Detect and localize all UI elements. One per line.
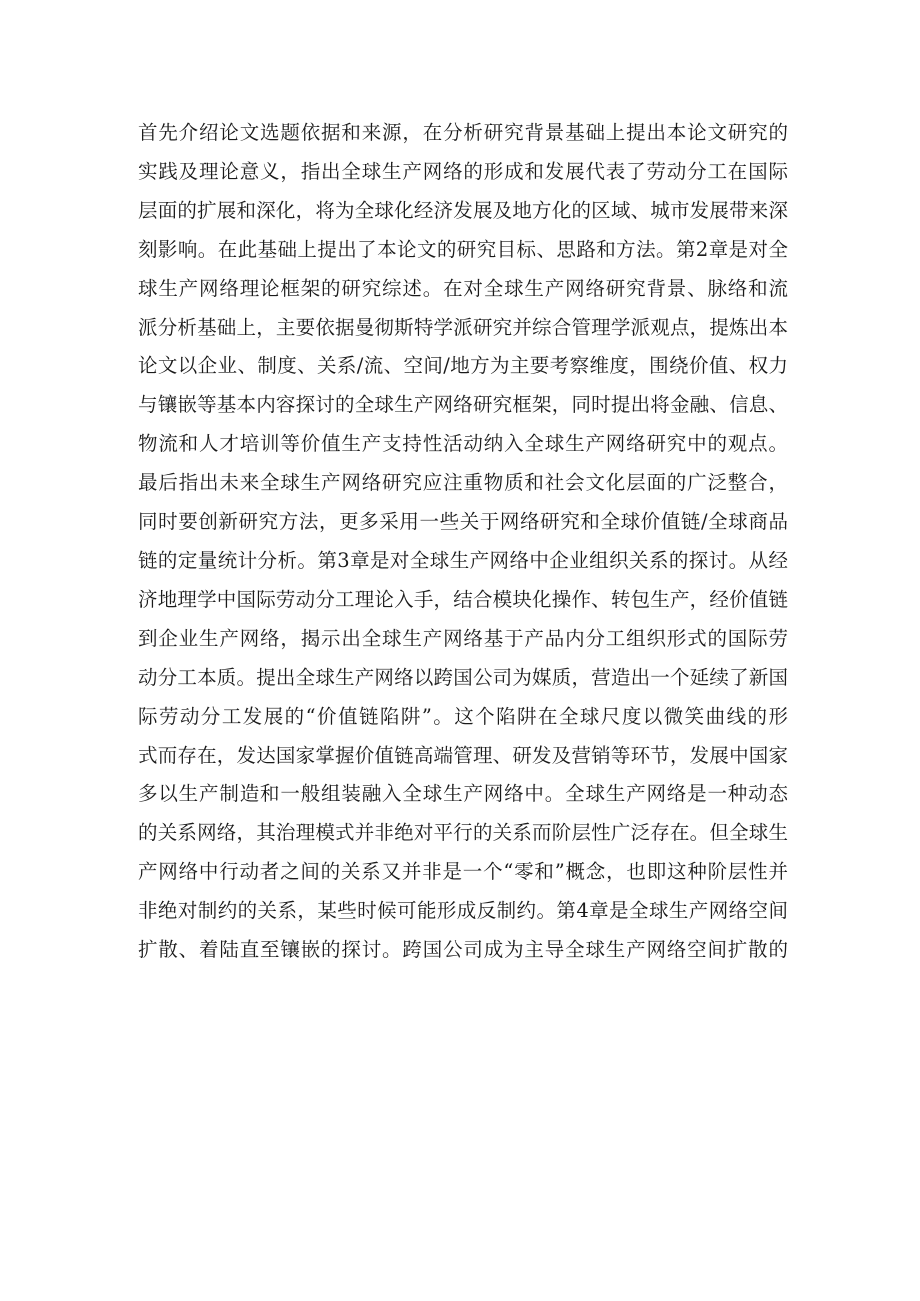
- text-line: 到企业生产网络，揭示出全球生产网络基于产品内分工组织形式的国际劳: [138, 626, 788, 650]
- text-line: 派分析基础上，主要依据曼彻斯特学派研究并综合管理学派观点，提炼出本: [138, 315, 788, 339]
- body-paragraph: [138, 114, 788, 970]
- text-line: 非绝对制约的关系，某些时候可能形成反制约。第4章是全球生产网络空间: [138, 899, 788, 923]
- text-line: 层面的扩展和深化，将为全球化经济发展及地方化的区域、城市发展带来深: [138, 198, 788, 222]
- text-line: 实践及理论意义，指出全球生产网络的形成和发展代表了劳动分工在国际: [138, 159, 788, 183]
- text-line: 济地理学中国际劳动分工理论入手，结合模块化操作、转包生产，经价值链: [138, 587, 788, 611]
- text-line: 扩散、着陆直至镶嵌的探讨。跨国公司成为主导全球生产网络空间扩散的: [138, 938, 788, 962]
- text-line: 球生产网络理论框架的研究综述。在对全球生产网络研究背景、脉络和流: [138, 276, 788, 300]
- text-line: 产网络中行动者之间的关系又并非是一个“零和”概念，也即这种阶层性并: [138, 860, 788, 884]
- text-line: 与镶嵌等基本内容探讨的全球生产网络研究框架，同时提出将金融、信息、: [138, 393, 788, 417]
- text-line: 际劳动分工发展的“价值链陷阱”。这个陷阱在全球尺度以微笑曲线的形: [138, 704, 788, 728]
- text-line: 论文以企业、制度、关系/流、空间/地方为主要考察维度，围绕价值、权力: [138, 354, 788, 378]
- text-line: 首先介绍论文选题依据和来源，在分析研究背景基础上提出本论文研究的: [138, 121, 788, 144]
- text-line: 链的定量统计分析。第3章是对全球生产网络中企业组织关系的探讨。从经: [138, 548, 788, 572]
- text-line: 同时要创新研究方法，更多采用一些关于网络研究和全球价值链/全球商品: [138, 510, 788, 534]
- text-line: 物流和人才培训等价值生产支持性活动纳入全球生产网络研究中的观点。: [138, 432, 788, 456]
- text-line: 动分工本质。提出全球生产网络以跨国公司为媒质，营造出一个延续了新国: [138, 665, 788, 689]
- text-line: 式而存在，发达国家掌握价值链高端管理、研发及营销等环节，发展中国家: [138, 743, 788, 767]
- text-line: 的关系网络，其治理模式并非绝对平行的关系而阶层性广泛存在。但全球生: [138, 821, 788, 845]
- text-line: 多以生产制造和一般组装融入全球生产网络中。全球生产网络是一种动态: [138, 782, 788, 806]
- text-line: 最后指出未来全球生产网络研究应注重物质和社会文化层面的广泛整合，: [138, 471, 788, 495]
- text-line: 刻影响。在此基础上提出了本论文的研究目标、思路和方法。第2章是对全: [138, 237, 788, 261]
